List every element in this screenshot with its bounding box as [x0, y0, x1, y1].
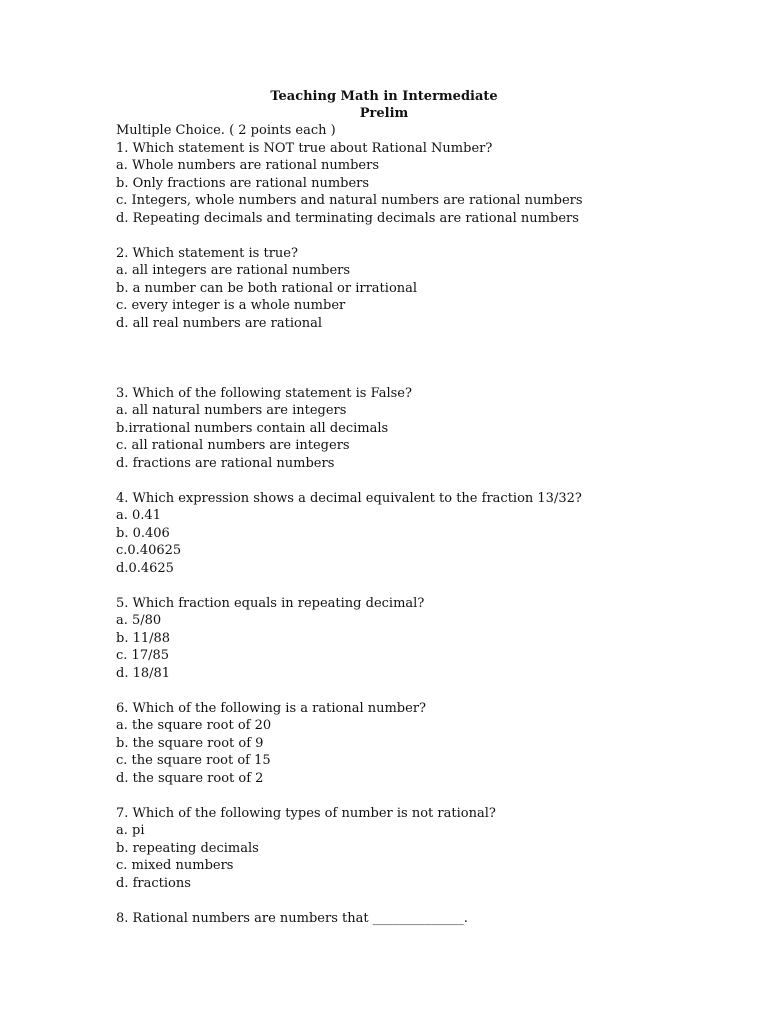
- question-3: [116, 385, 756, 473]
- question-stem: 4. Which expression shows a decimal equivalent to the fraction 13/32?: [116, 490, 582, 506]
- spacer: [116, 332, 756, 385]
- answer-option: b. repeating decimals: [116, 840, 259, 856]
- answer-option: a. 0.41: [116, 508, 161, 523]
- answer-option: b. a number can be both rational or irrational: [116, 280, 418, 296]
- answer-option: b. Only fractions are rational numbers: [116, 175, 370, 191]
- answer-option: a. 5/80: [116, 613, 162, 628]
- answer-option: a. pi: [116, 823, 145, 838]
- question-stem: 2. Which statement is true?: [116, 245, 298, 261]
- answer-option: b.irrational numbers contain all decimals: [116, 420, 389, 436]
- spacer: [116, 787, 756, 805]
- answer-option: a. Whole numbers are rational numbers: [116, 158, 380, 173]
- question-stem: 5. Which fraction equals in repeating decimal?: [116, 595, 425, 611]
- answer-option: c. Integers, whole numbers and natural numbers are rational numbers: [116, 193, 583, 208]
- quiz-content: [116, 122, 756, 927]
- question-stem: 1. Which statement is NOT true about Rational Number?: [116, 140, 493, 156]
- answer-option: b. 0.406: [116, 525, 170, 541]
- answer-option: d.0.4625: [116, 560, 174, 576]
- answer-option: a. the square root of 20: [116, 718, 272, 733]
- answer-option: a. all integers are rational numbers: [116, 263, 351, 278]
- document-title: Teaching Math in Intermediate: [270, 89, 498, 104]
- answer-option: c. mixed numbers: [116, 858, 234, 873]
- answer-option: d. fractions are rational numbers: [116, 455, 335, 471]
- spacer: [116, 227, 756, 245]
- answer-option: c. every integer is a whole number: [116, 298, 346, 313]
- spacer: [116, 892, 756, 910]
- question-stem: 8. Rational numbers are numbers that ______________.: [116, 910, 468, 926]
- answer-option: d. all real numbers are rational: [116, 315, 323, 331]
- answer-option: d. 18/81: [116, 665, 171, 681]
- question-6: [116, 700, 756, 788]
- question-stem: 3. Which of the following statement is False?: [116, 385, 412, 401]
- answer-option: c.0.40625: [116, 543, 182, 558]
- question-5: [116, 595, 756, 683]
- document-subtitle: Prelim: [359, 106, 409, 121]
- answer-option: d. Repeating decimals and terminating decimals are rational numbers: [116, 210, 579, 226]
- spacer: [116, 682, 756, 700]
- question-stem: 7. Which of the following types of number is not rational?: [116, 805, 496, 821]
- instructions-text: Multiple Choice. ( 2 points each ): [116, 123, 336, 138]
- question-stem: 6. Which of the following is a rational number?: [116, 700, 427, 716]
- document-header: [0, 88, 768, 122]
- answer-option: b. the square root of 9: [116, 735, 264, 751]
- question-2: [116, 245, 756, 333]
- answer-option: d. fractions: [116, 875, 191, 891]
- spacer: [116, 472, 756, 490]
- answer-option: a. all natural numbers are integers: [116, 403, 347, 418]
- question-7: [116, 805, 756, 893]
- answer-option: c. all rational numbers are integers: [116, 438, 350, 453]
- question-8: [116, 910, 756, 928]
- spacer: [116, 577, 756, 595]
- question-1: [116, 140, 756, 228]
- answer-option: d. the square root of 2: [116, 770, 264, 786]
- answer-option: b. 11/88: [116, 630, 171, 646]
- answer-option: c. the square root of 15: [116, 753, 271, 768]
- question-4: [116, 490, 756, 578]
- answer-option: c. 17/85: [116, 648, 170, 663]
